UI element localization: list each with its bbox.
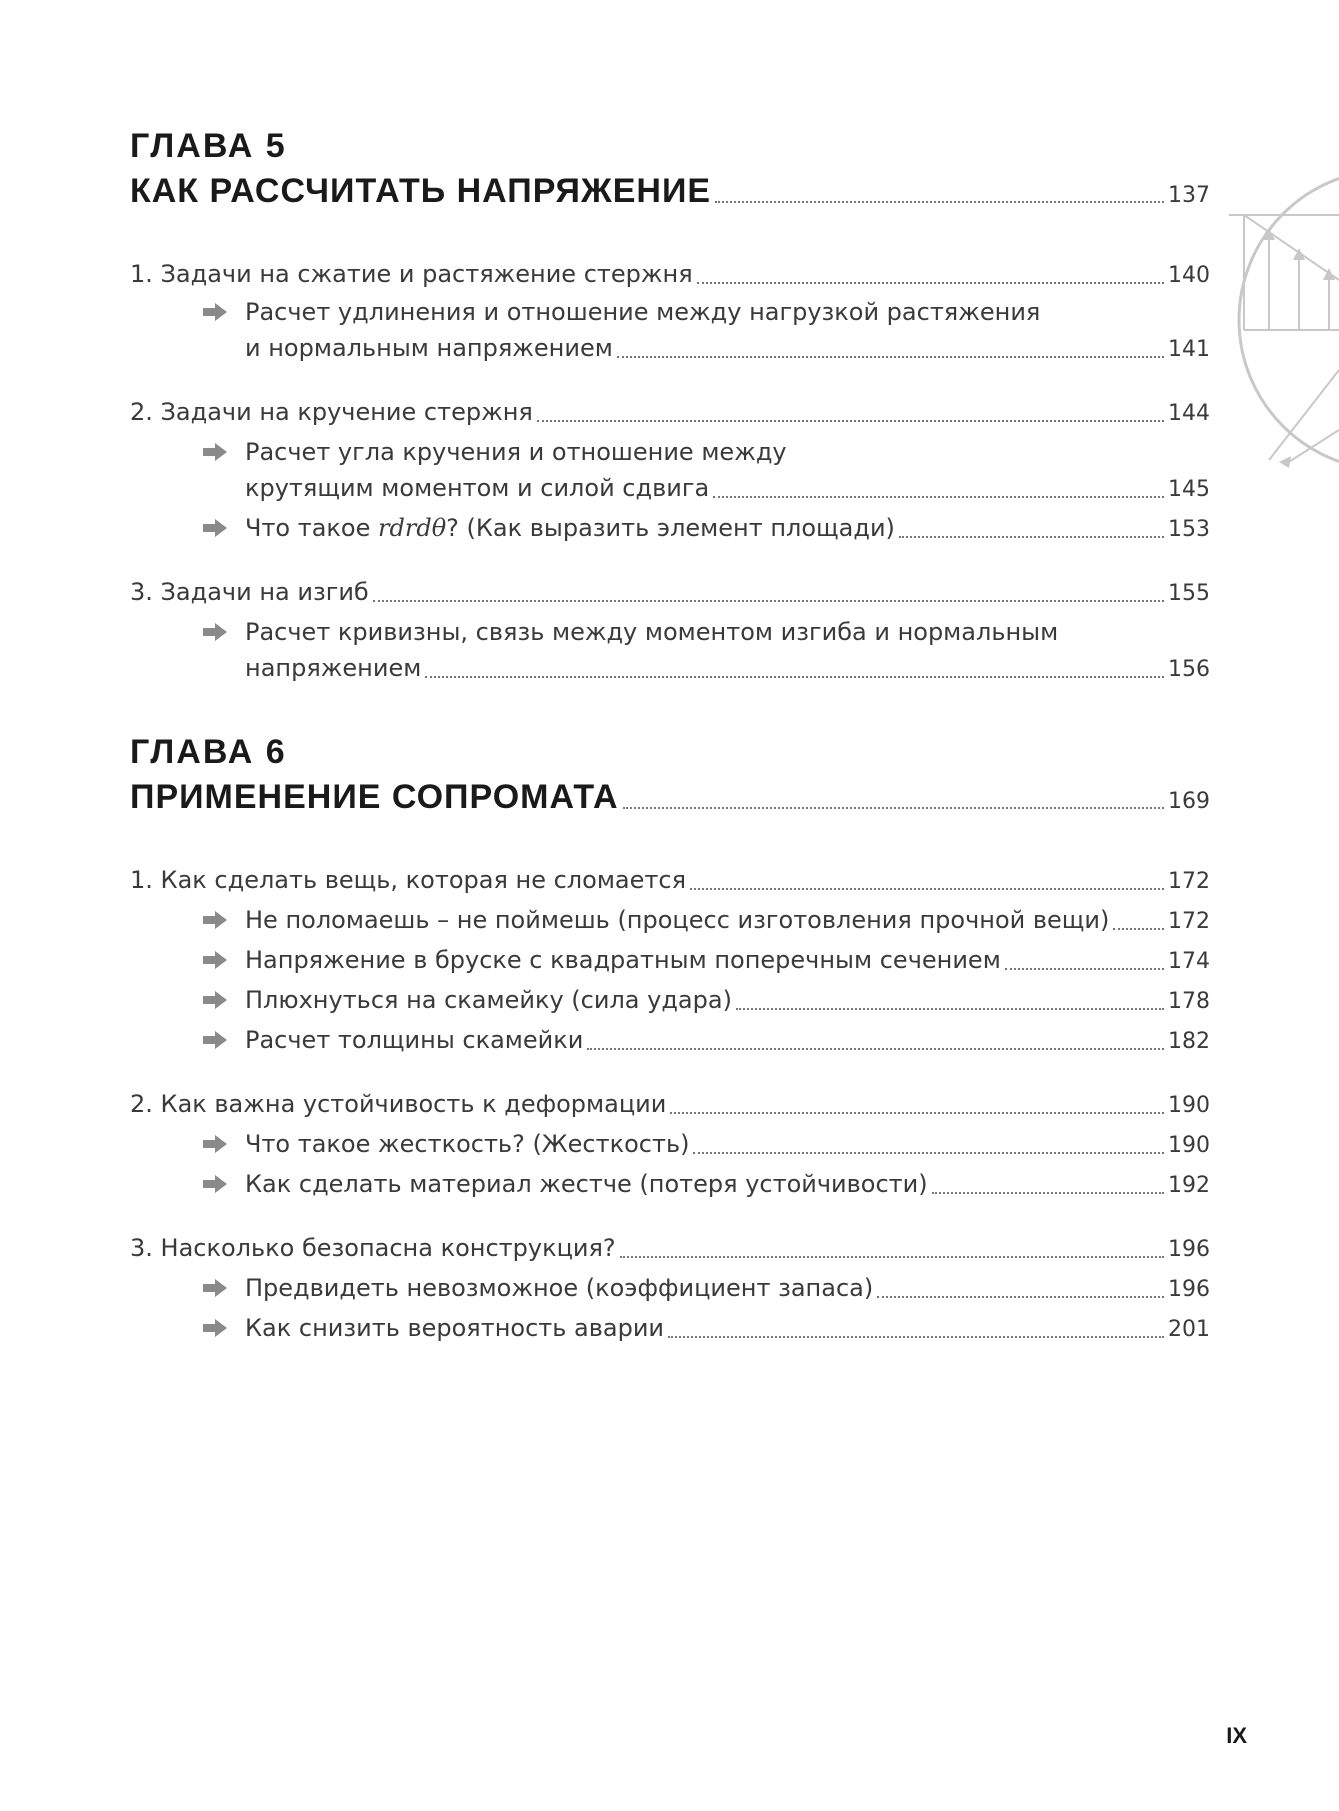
page-ref: 192 (1168, 1173, 1210, 1198)
dot-leader (617, 355, 1164, 358)
chapter-5-title-entry[interactable] (130, 172, 1210, 211)
chapter-6-label: ГЛАВА 6 (130, 733, 287, 771)
subsection-title: Плюхнуться на скамейку (сила удара) (245, 986, 732, 1014)
subsection-entry[interactable] (245, 1128, 1210, 1162)
page-ref: 196 (1168, 1237, 1210, 1262)
arrow-right-icon (202, 1134, 228, 1154)
section-entry[interactable] (130, 396, 1210, 430)
dot-leader (587, 1047, 1164, 1050)
subsection-title: Как сделать материал жестче (потеря устойчивости) (245, 1170, 928, 1198)
dot-leader (373, 599, 1164, 602)
dot-leader (690, 887, 1164, 890)
dot-leader (736, 1007, 1164, 1010)
section-title: 3. Насколько безопасна конструкция? (130, 1234, 616, 1262)
subsection-title: Предвидеть невозможное (коэффициент запаса) (245, 1274, 874, 1302)
section-entry[interactable] (130, 864, 1210, 898)
page-ref: 178 (1168, 989, 1210, 1014)
page-ref: 196 (1168, 1277, 1210, 1302)
dot-leader (932, 1191, 1164, 1194)
section-entry[interactable] (130, 1232, 1210, 1266)
page-ref: 201 (1168, 1317, 1210, 1342)
dot-leader (1113, 927, 1164, 930)
section-title: 3. Задачи на изгиб (130, 578, 369, 606)
page-ref: 174 (1168, 949, 1210, 974)
page-ref: 156 (1168, 657, 1210, 682)
subsection-title: Что такое rdrdθ? (Как выразить элемент площади) (245, 514, 895, 542)
chapter-5-title: КАК РАССЧИТАТЬ НАПРЯЖЕНИЕ (130, 172, 712, 210)
dot-leader (899, 535, 1164, 538)
dot-leader (623, 806, 1164, 809)
page-ref: 140 (1168, 263, 1210, 288)
section-title: 1. Задачи на сжатие и растяжение стержня (130, 260, 693, 288)
subsection-title: Расчет угла кручения и отношение между (245, 438, 787, 466)
page-ref: 145 (1168, 477, 1210, 502)
subsection-entry[interactable] (245, 472, 1210, 506)
dot-leader (697, 281, 1164, 284)
arrow-right-icon (202, 622, 228, 642)
subsection-entry[interactable] (245, 512, 1210, 546)
page-ref: 155 (1168, 581, 1210, 606)
subsection-title-cont: и нормальным напряжением (245, 334, 613, 362)
subsection-entry[interactable] (245, 944, 1210, 978)
arrow-right-icon (202, 302, 228, 322)
dot-leader (1005, 967, 1164, 970)
page-ref: 172 (1168, 869, 1210, 894)
subsection-title-cont: напряжением (245, 654, 422, 682)
subsection-entry[interactable] (245, 1272, 1210, 1306)
subsection-title: Расчет кривизны, связь между моментом изгиба и нормальным (245, 618, 1059, 646)
subsection-entry[interactable] (245, 1168, 1210, 1202)
chapter-5-label: ГЛАВА 5 (130, 127, 287, 165)
subsection-title: Что такое жесткость? (Жесткость) (245, 1130, 690, 1158)
section-entry[interactable] (130, 1088, 1210, 1122)
subsection-title: Расчет удлинения и отношение между нагрузкой растяжения (245, 298, 1041, 326)
arrow-right-icon (202, 1278, 228, 1298)
subsection-entry[interactable] (245, 1024, 1210, 1058)
page-ref: 169 (1168, 789, 1210, 814)
arrow-right-icon (202, 518, 228, 538)
subsection-entry[interactable] (245, 984, 1210, 1018)
dot-leader (693, 1151, 1164, 1154)
subsection-entry[interactable] (245, 1312, 1210, 1346)
subsection-entry[interactable] (245, 332, 1210, 366)
subsection-entry[interactable] (245, 904, 1210, 938)
subsection-title: Как снизить вероятность аварии (245, 1314, 665, 1342)
section-entry[interactable] (130, 576, 1210, 610)
arrow-right-icon (202, 442, 228, 462)
dot-leader (668, 1335, 1164, 1338)
page-number: IX (1226, 1723, 1247, 1748)
page-ref: 137 (1168, 183, 1210, 208)
dot-leader (537, 419, 1164, 422)
section-title: 1. Как сделать вещь, которая не сломается (130, 866, 687, 894)
subsection-title: Не поломаешь – не поймешь (процесс изготовления прочной вещи) (245, 906, 1110, 934)
arrow-right-icon (202, 1318, 228, 1338)
section-entry[interactable] (130, 258, 1210, 292)
page-ref: 190 (1168, 1133, 1210, 1158)
page-ref: 144 (1168, 401, 1210, 426)
arrow-right-icon (202, 1174, 228, 1194)
subsection-title: Расчет толщины скамейки (245, 1026, 584, 1054)
dot-leader (425, 675, 1164, 678)
dot-leader (670, 1111, 1164, 1114)
arrow-right-icon (202, 910, 228, 930)
page-ref: 182 (1168, 1029, 1210, 1054)
section-title: 2. Задачи на кручение стержня (130, 398, 533, 426)
subsection-entry[interactable] (245, 652, 1210, 686)
chapter-6-title-entry[interactable] (130, 778, 1210, 817)
page-ref: 172 (1168, 909, 1210, 934)
subsection-title: Напряжение в бруске с квадратным поперечным сечением (245, 946, 1001, 974)
math-expression: rdrdθ (378, 514, 447, 542)
decorative-diagram (1229, 170, 1339, 490)
page-ref: 153 (1168, 517, 1210, 542)
section-title: 2. Как важна устойчивость к деформации (130, 1090, 667, 1118)
dot-leader (713, 495, 1164, 498)
page-ref: 190 (1168, 1093, 1210, 1118)
subsection-title-cont: крутящим моментом и силой сдвига (245, 474, 710, 502)
dot-leader (877, 1295, 1164, 1298)
dot-leader (715, 200, 1164, 203)
page-ref: 141 (1168, 337, 1210, 362)
chapter-6-title: ПРИМЕНЕНИЕ СОПРОМАТА (130, 778, 619, 816)
arrow-right-icon (202, 990, 228, 1010)
dot-leader (620, 1255, 1164, 1258)
arrow-right-icon (202, 1030, 228, 1050)
arrow-right-icon (202, 950, 228, 970)
